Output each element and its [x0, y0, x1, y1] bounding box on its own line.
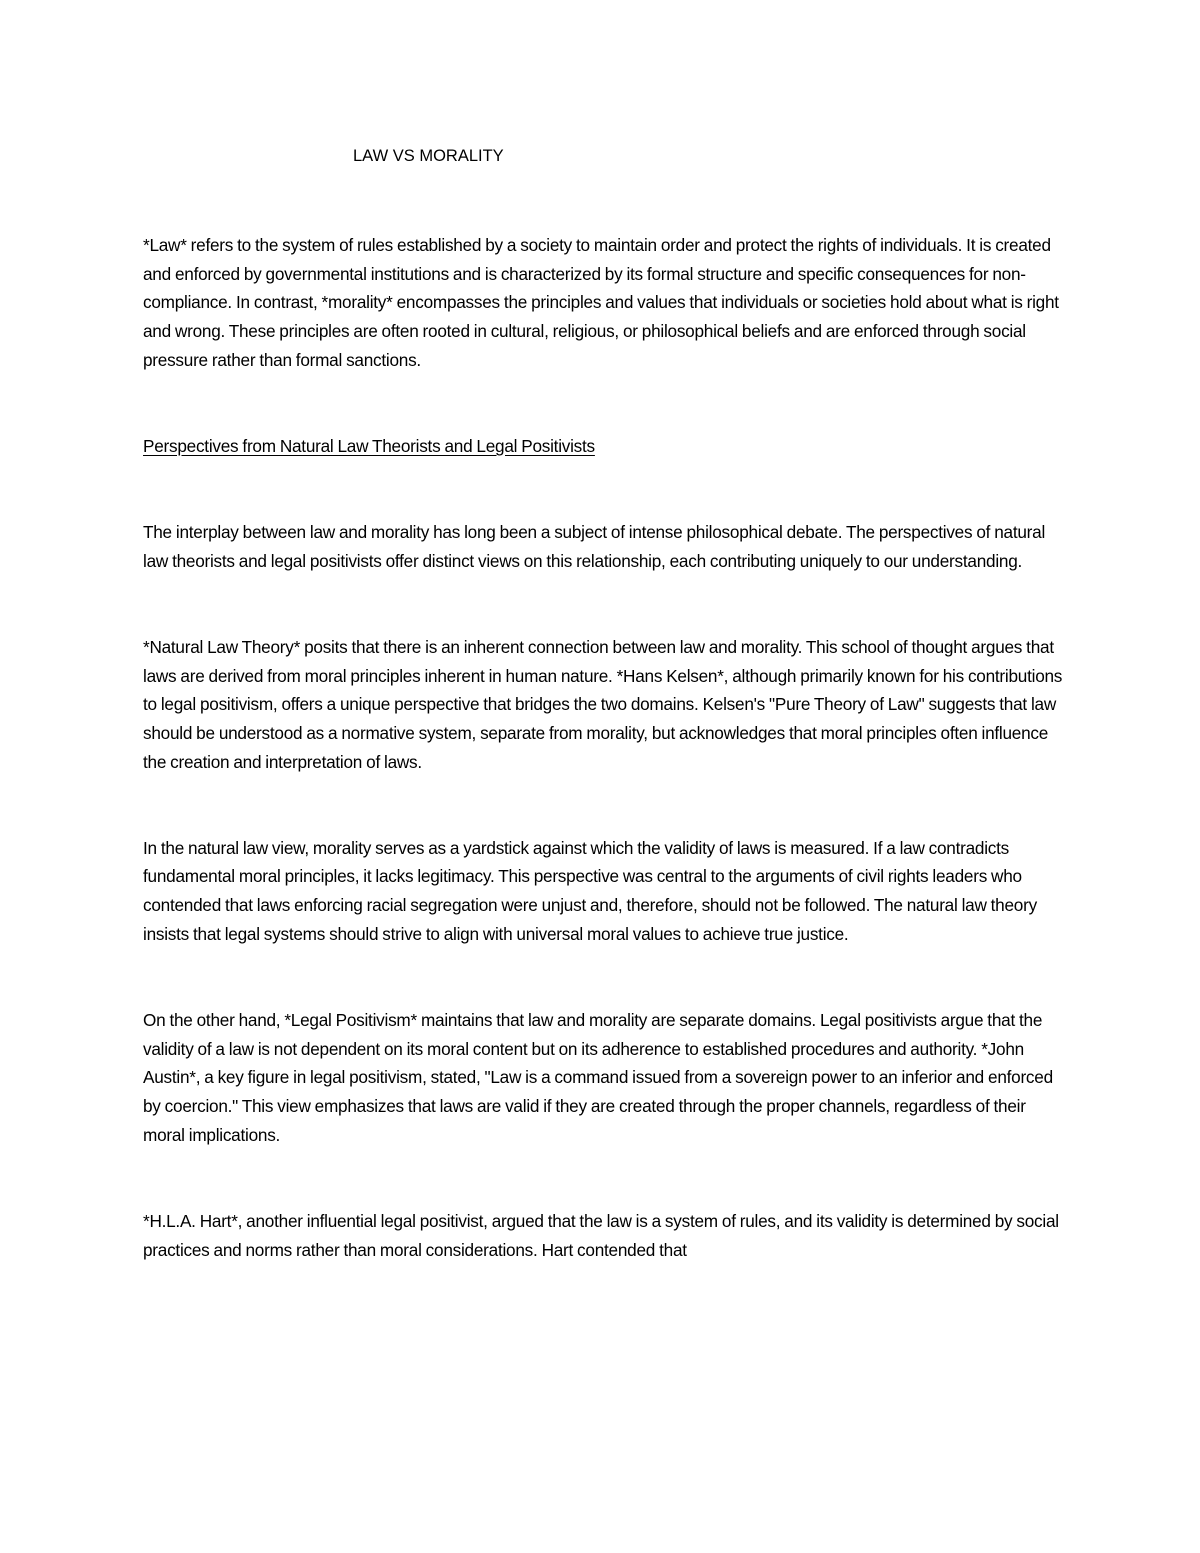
- paragraph-natural-law-view: In the natural law view, morality serves as a yardstick against which the validity of laws is measured. If a law contradicts fundamental moral principles, it lacks legitimacy. This perspective was central to the arguments of civil rights leaders who contended that laws enforcing racial segregation were unjust and, therefore, should not be followed. The natural law theory insists that legal systems should strive to align with universal moral values to achieve true justice.: [143, 837, 1037, 944]
- document-body: [143, 231, 1068, 1264]
- paragraph-law-definition: *Law* refers to the system of rules established by a society to maintain order and protect the rights of individuals. It is created and enforced by governmental institutions and is characterized by its formal structure and specific consequences for non-compliance. In contrast, *morality* encompasses the principles and values that individuals or societies hold about what is right and wrong. These principles are often rooted in cultural, religious, or philosophical beliefs and are enforced through social pressure rather than formal sanctions.: [143, 235, 1059, 370]
- paragraph-natural-law-theory: *Natural Law Theory* posits that there is an inherent connection between law and morality. This school of thought argues that laws are derived from moral principles inherent in human nature. *Hans Kelsen*, although primarily known for his contributions to legal positivism, offers a unique perspective that bridges the two domains. Kelsen's "Pure Theory of Law" suggests that law should be understood as a normative system, separate from morality, but acknowledges that moral principles often influence the creation and interpretation of laws.: [143, 636, 1063, 772]
- paragraph-legal-positivism: On the other hand, *Legal Positivism* maintains that law and morality are separate domains. Legal positivists argue that the validity of a law is not dependent on its moral content but on its adherence to established procedures and authority. *John Austin*, a key figure in legal positivism, stated, "Law is a command issued from a sovereign power to an inferior and enforced by coercion." This view emphasizes that laws are valid if they are created through the proper channels, regardless of their moral implications.: [143, 1009, 1053, 1145]
- paragraph-interplay: The interplay between law and morality has long been a subject of intense philosophical debate. The perspectives of natural law theorists and legal positivists offer distinct views on this relationship, each contributing uniquely to our understanding.: [143, 522, 1046, 571]
- section-heading: Perspectives from Natural Law Theorists and Legal Positivists: [143, 435, 595, 456]
- paragraph-hart: *H.L.A. Hart*, another influential legal positivist, argued that the law is a system of rules, and its validity is determined by social practices and norms rather than moral considerations. Hart contended that: [143, 1210, 1059, 1260]
- document-title: LAW VS MORALITY: [353, 147, 504, 165]
